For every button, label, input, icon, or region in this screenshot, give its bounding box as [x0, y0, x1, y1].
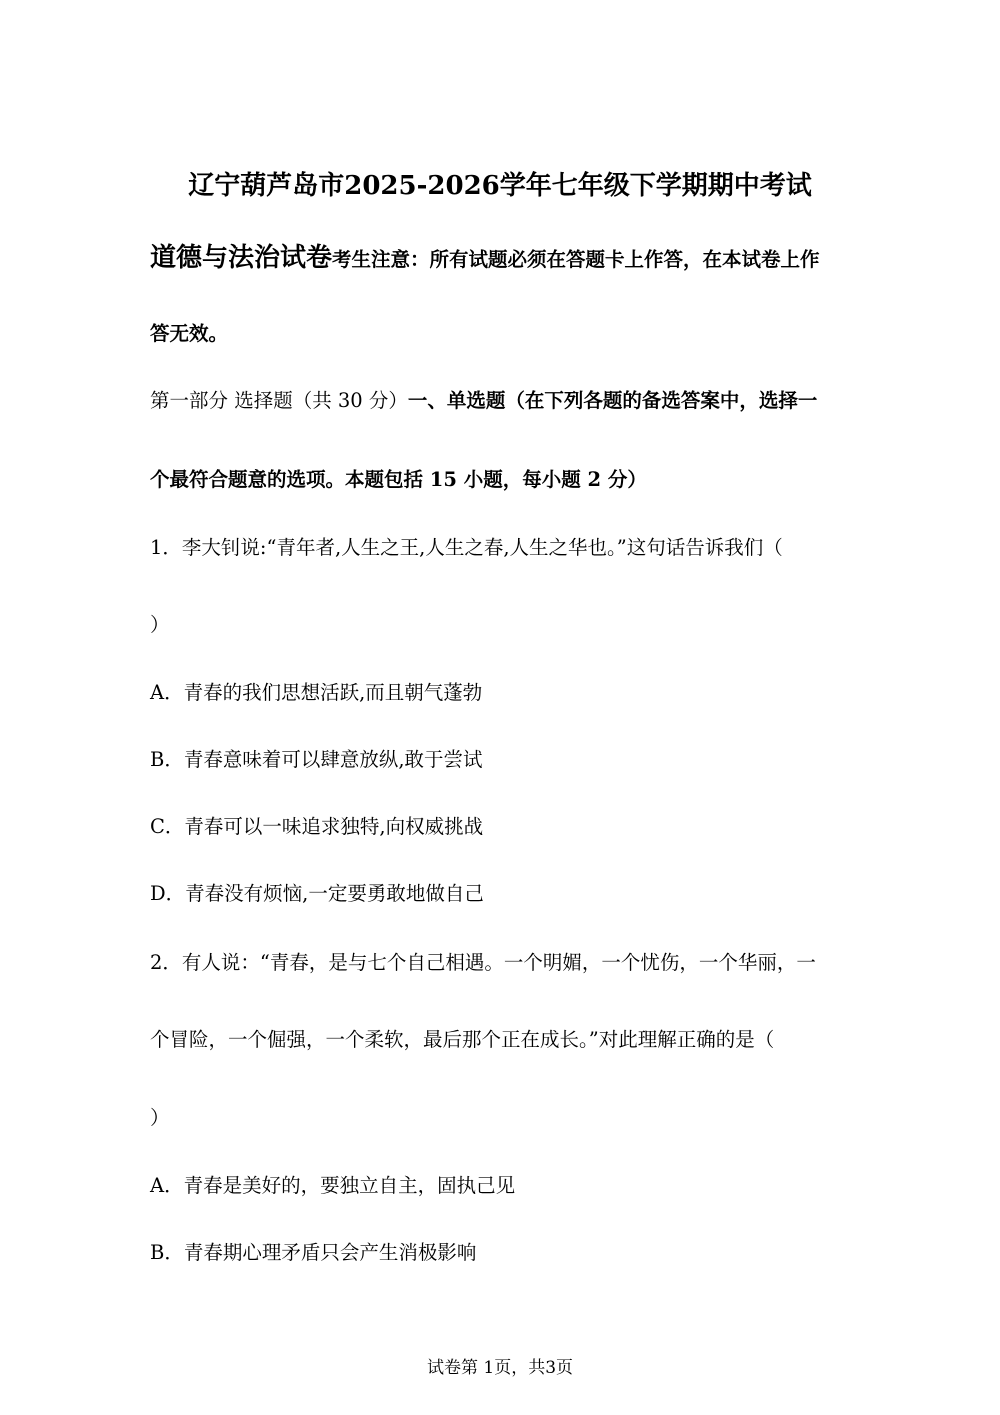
subject-notice-line [150, 240, 820, 278]
question-1-option-b: B．青春意味着可以肆意放纵,敢于尝试 [150, 748, 483, 771]
section-heading: 一、单选题（在下列各题的备选答案中，选择一 [407, 389, 818, 412]
question-2-stem-cont: 个冒险，一个倔强，一个柔软，最后那个正在成长。”对此理解正确的是（ [150, 1028, 775, 1051]
question-2-option-b: B．青春期心理矛盾只会产生消极影响 [150, 1241, 477, 1264]
section-heading-line [150, 387, 817, 415]
question-1-option-d: D．青春没有烦恼,一定要勇敢地做自己 [150, 882, 484, 905]
question-1-stem-end: ） [150, 613, 170, 636]
question-2-stem-end: ） [150, 1106, 170, 1129]
question-1-option-a: A．青春的我们思想活跃,而且朝气蓬勃 [150, 681, 483, 704]
exam-subject: 道德与法治试卷 [150, 243, 333, 273]
question-2-stem: 2．有人说：“青春，是与七个自己相遇。一个明媚，一个忧伤，一个华丽，一 [150, 951, 816, 974]
part-label: 第一部分 选择题（共 30 分） [150, 389, 408, 412]
section-heading-continuation: 个最符合题意的选项。本题包括 15 小题，每小题 2 分） [150, 468, 647, 491]
notice-text: 考生注意：所有试题必须在答题卡上作答，在本试卷上作 [332, 248, 820, 271]
exam-title: 辽宁葫芦岛市2025-2026学年七年级下学期期中考试 [188, 171, 812, 201]
notice-continuation: 答无效。 [150, 322, 229, 345]
question-1-option-c: C．青春可以一味追求独特,向权威挑战 [150, 815, 484, 838]
page-footer: 试卷第 1页，共3页 [426, 1358, 574, 1378]
question-2-option-a: A．青春是美好的，要独立自主，固执己见 [150, 1174, 516, 1197]
question-1-stem: 1．李大钊说:“青年者,人生之王,人生之春,人生之华也。”这句话告诉我们（ [150, 536, 783, 559]
